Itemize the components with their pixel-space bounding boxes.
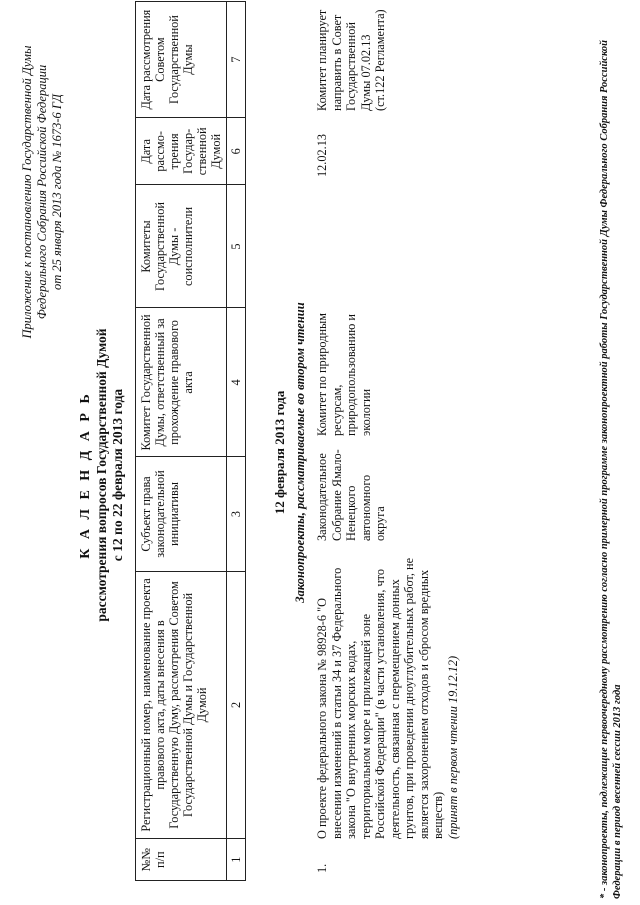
- header-cell-co-committees: Комитеты Государственной Думы - соисполнители: [136, 185, 227, 308]
- section-heading: Законопроекты, рассматриваемые во втором чтении: [293, 302, 307, 603]
- date-heading: 12 февраля 2013 года: [272, 390, 287, 515]
- document-title: [78, 125, 126, 825]
- entry-committee: Комитет по природным ресурсам, природопользованию и экологии: [315, 312, 373, 436]
- entry-council-plan: Комитет планирует направить в Совет Государственной Думы 07.02.13 (ст.122 Регламента): [315, 9, 387, 111]
- table-number-row: [227, 2, 246, 881]
- title-line-3: с 12 по 22 февраля 2013 года: [110, 388, 125, 562]
- header-cell-duma-date: Дата рассмо-трения Государ-ственной Думой: [136, 118, 227, 185]
- entry-text-block: [315, 554, 460, 839]
- column-number: 6: [227, 118, 246, 185]
- header-cell-num: №№ п/п: [136, 839, 227, 881]
- calendar-table: [135, 1, 246, 881]
- appendix-line-1: Приложение к постановлению Государственной Думы: [20, 45, 34, 339]
- title-line-2: рассмотрения вопросов Государственной Думой: [94, 328, 109, 622]
- appendix-line-2: Федерального Собрания Российской Федерации: [35, 64, 49, 320]
- entry-subject: Законодательное Собрание Ямало-Ненецкого автономного округа: [315, 449, 387, 541]
- column-number: 4: [227, 308, 246, 457]
- appendix-note: [20, 22, 65, 362]
- header-cell-committee: Комитет Государственной Думы, ответственный за прохождение правового акта: [136, 308, 227, 457]
- header-cell-subject: Субъект права законодательной инициативы: [136, 457, 227, 571]
- header-cell-title: Регистрационный номер, наименование проекта правового акта, даты внесения в Государственную Думу, рассмотрения Советом Государственной Думы и Государственной Думой: [136, 571, 227, 839]
- appendix-line-3: от 25 января 2013 года № 1673-6 ГД: [50, 94, 64, 290]
- entry-note: (принят в первом чтении 19.12.12): [445, 655, 460, 839]
- column-number: 3: [227, 457, 246, 571]
- entry-date: 12.02.13: [315, 133, 329, 177]
- table-header-row: [136, 2, 227, 881]
- column-number: 5: [227, 185, 246, 308]
- column-number: 1: [227, 839, 246, 881]
- entry-title: О проекте федерального закона № 98928-6 "О внесении изменений в статьи 34 и 37 Федерального закона "О внутренних морских водах, территориальном море и прилежащей зоне Российской Федерации" (в части установления, что деятельность, связанная с перемещением донных грунтов, при проведении дноуглубительных работ, не является захоронением отходов и сбросом вредных веществ): [315, 557, 445, 839]
- column-number: 7: [227, 2, 246, 118]
- footnote: * - законопроекты, подлежащие первоочередному рассмотрению согласно примерной программе законопроектной работы Государственной Думы Федерального Собрания Российской Федерации в период весенней сессии 2013 года: [599, 40, 623, 899]
- column-number: 2: [227, 571, 246, 839]
- header-cell-council-date: Дата рассмотрения Советом Государственной Думы: [136, 2, 227, 118]
- title-main: К А Л Е Н Д А Р Ь: [78, 391, 93, 559]
- entry-number: 1.: [315, 863, 329, 873]
